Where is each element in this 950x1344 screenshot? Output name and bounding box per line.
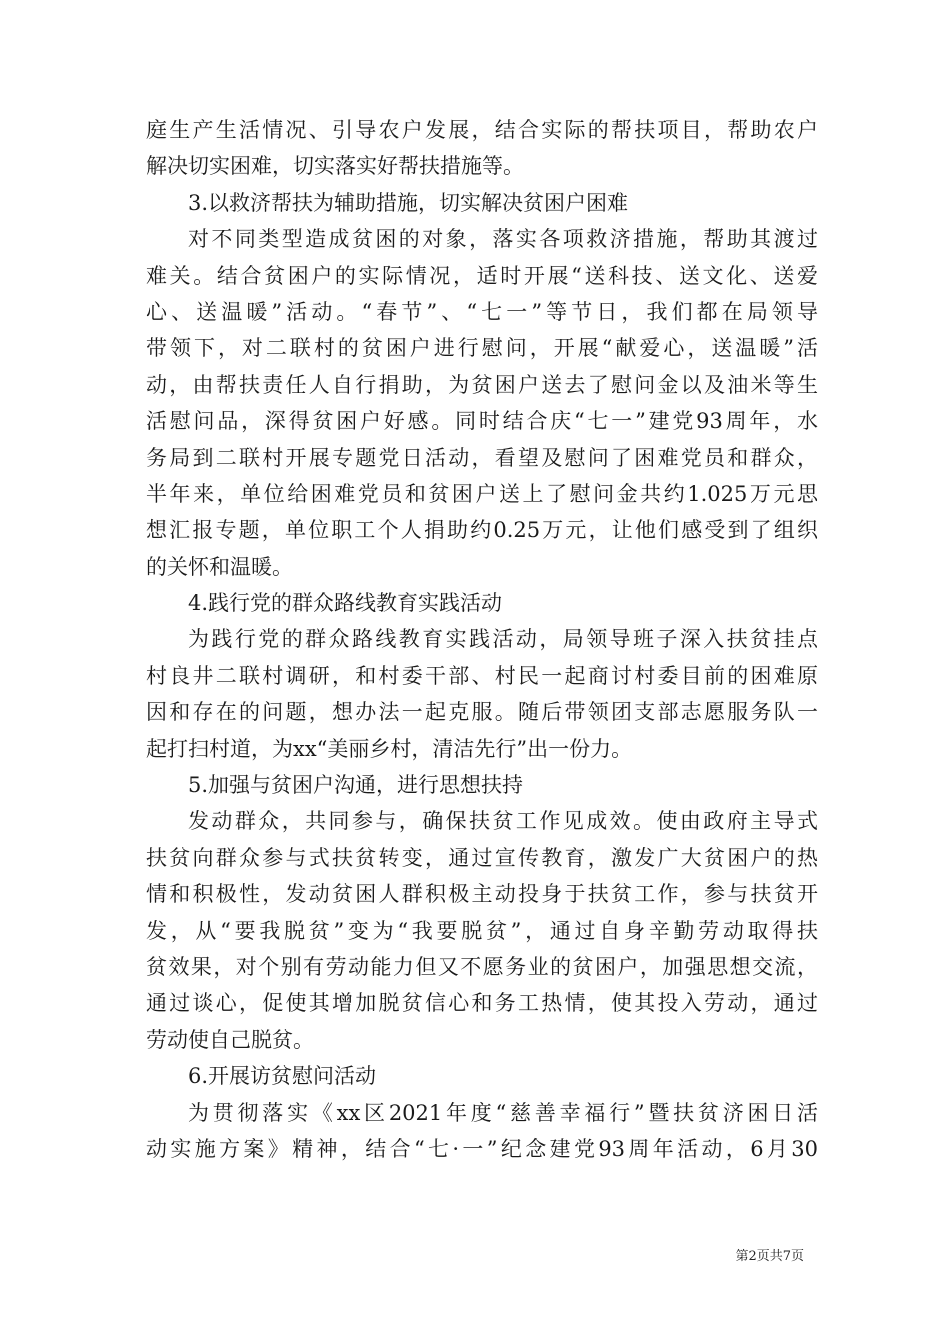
paragraph-line: 务局到二联村开展专题党日活动，看望及慰问了困难党员和群众， xyxy=(146,445,818,470)
paragraph-line: 贫效果，对个别有劳动能力但又不愿务业的贫困户，加强思想交流， xyxy=(146,954,818,979)
paragraph-line: 想汇报专题，单位职工个人捐助约0.25万元，让他们感受到了组织 xyxy=(146,518,818,543)
paragraph-line: 解决切实困难，切实落实好帮扶措施等。 xyxy=(146,154,524,179)
paragraph-line: 庭生产生活情况、引导农户发展，结合实际的帮扶项目，帮助农户 xyxy=(146,118,818,142)
section-heading: 4.践行党的群众路线教育实践活动 xyxy=(188,591,503,616)
section-heading: 6.开展访贫慰问活动 xyxy=(188,1064,377,1089)
paragraph-line: 动实施方案》精神，结合“七·一”纪念建党93周年活动，6月30 xyxy=(146,1136,818,1161)
paragraph-line: 活慰问品，深得贫困户好感。同时结合庆“七一”建党93周年，水 xyxy=(146,409,818,434)
page-footer xyxy=(0,1248,804,1266)
paragraph-line: 为践行党的群众路线教育实践活动，局领导班子深入扶贫挂点 xyxy=(188,627,818,652)
paragraph-line: 动，由帮扶责任人自行捐助，为贫困户送去了慰问金以及油米等生 xyxy=(146,372,818,397)
paragraph-line: 扶贫向群众参与式扶贫转变，通过宣传教育，激发广大贫困户的热 xyxy=(146,845,818,870)
paragraph-line: 村良井二联村调研，和村委干部、村民一起商讨村委目前的困难原 xyxy=(146,663,818,688)
paragraph-line: 发，从“要我脱贫”变为“我要脱贫”，通过自身辛勤劳动取得扶 xyxy=(146,918,818,943)
paragraph-line: 情和积极性，发动贫困人群积极主动投身于扶贫工作，参与扶贫开 xyxy=(146,882,818,907)
page-number: 第2页共7页 xyxy=(735,1249,804,1264)
paragraph-line: 发动群众，共同参与，确保扶贫工作见成效。使由政府主导式 xyxy=(188,809,818,834)
section-heading: 3.以救济帮扶为辅助措施，切实解决贫困户困难 xyxy=(188,190,629,215)
paragraph-line: 带领下，对二联村的贫困户进行慰问，开展“献爱心，送温暖”活 xyxy=(146,336,818,361)
paragraph-line: 难关。结合贫困户的实际情况，适时开展“送科技、送文化、送爱 xyxy=(146,263,818,288)
section-heading: 5.加强与贫困户沟通，进行思想扶持 xyxy=(188,773,524,798)
paragraph-line: 半年来，单位给困难党员和贫困户送上了慰问金共约1.025万元思 xyxy=(146,481,818,506)
paragraph-line: 对不同类型造成贫困的对象，落实各项救济措施，帮助其渡过 xyxy=(188,227,818,252)
paragraph-line: 劳动使自己脱贫。 xyxy=(146,1027,314,1052)
paragraph-line: 为贯彻落实《xx区2021年度“慈善幸福行”暨扶贫济困日活 xyxy=(188,1100,818,1125)
paragraph-line: 起打扫村道，为xx“美丽乡村，清洁先行”出一份力。 xyxy=(146,736,633,761)
paragraph-line: 通过谈心，促使其增加脱贫信心和务工热情，使其投入劳动，通过 xyxy=(146,991,818,1016)
document-body xyxy=(146,112,818,1167)
paragraph-line: 心、送温暖”活动。“春节”、“七一”等节日，我们都在局领导 xyxy=(146,299,818,324)
paragraph-line: 的关怀和温暖。 xyxy=(146,554,293,579)
paragraph-line: 因和存在的问题，想办法一起克服。随后带领团支部志愿服务队一 xyxy=(146,700,818,725)
